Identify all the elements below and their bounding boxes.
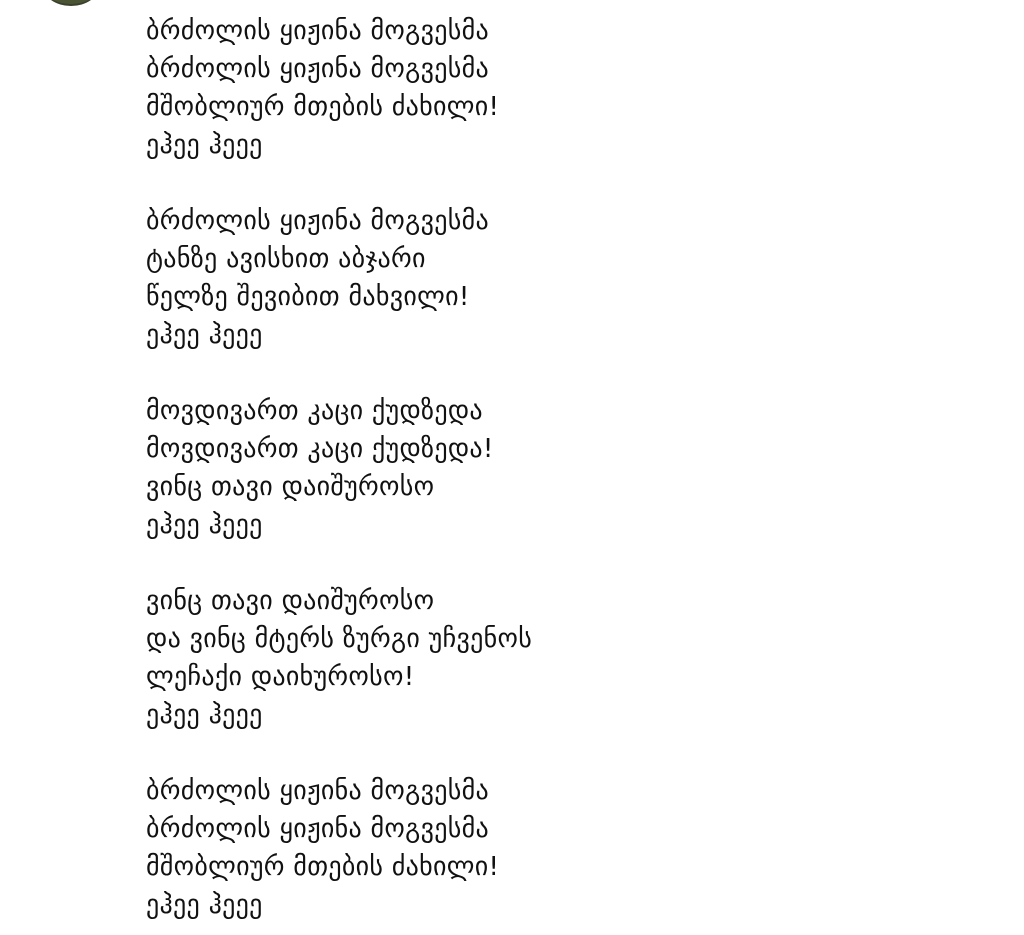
poem-line: ლეჩაქი დაიხუროსო! bbox=[146, 662, 415, 692]
poem-line: ბრძოლის ყიჟინა მოგვესმა bbox=[146, 54, 489, 84]
stanza-5 bbox=[146, 772, 966, 924]
poem-line: მოვდივართ კაცი ქუდზედა! bbox=[146, 434, 494, 464]
poem-line: ეჰეე ჰეეე bbox=[146, 320, 263, 350]
stanza-3 bbox=[146, 392, 966, 544]
poem-line: ეჰეე ჰეეე bbox=[146, 890, 263, 920]
poem-line: ეჰეე ჰეეე bbox=[146, 510, 263, 540]
poem-line: და ვინც მტერს ზურგი უჩვენოს bbox=[146, 624, 533, 654]
poem-line: მშობლიურ მთების ძახილი! bbox=[146, 92, 500, 122]
poem-line: ეჰეე ჰეეე bbox=[146, 130, 263, 160]
poem-line: ბრძოლის ყიჟინა მოგვესმა bbox=[146, 16, 489, 46]
stanza-4 bbox=[146, 582, 966, 734]
poem-line: ვინც თავი დაიშუროსო bbox=[146, 472, 435, 502]
poem-line: ტანზე ავისხით აბჯარი bbox=[146, 244, 426, 274]
poem-line: ბრძოლის ყიჟინა მოგვესმა bbox=[146, 206, 489, 236]
poem-line: ვინც თავი დაიშუროსო bbox=[146, 586, 435, 616]
poem-text bbox=[146, 12, 966, 924]
poem-line: ბრძოლის ყიჟინა მოგვესმა bbox=[146, 814, 489, 844]
poem-line: ეჰეე ჰეეე bbox=[146, 700, 263, 730]
stanza-2 bbox=[146, 202, 966, 354]
avatar[interactable] bbox=[43, 0, 99, 6]
poem-line: მშობლიურ მთების ძახილი! bbox=[146, 852, 500, 882]
poem-line: მოვდივართ კაცი ქუდზედა bbox=[146, 396, 483, 426]
stanza-1 bbox=[146, 12, 966, 164]
poem-line: ბრძოლის ყიჟინა მოგვესმა bbox=[146, 776, 489, 806]
poem-line: წელზე შევიბით მახვილი! bbox=[146, 282, 470, 312]
